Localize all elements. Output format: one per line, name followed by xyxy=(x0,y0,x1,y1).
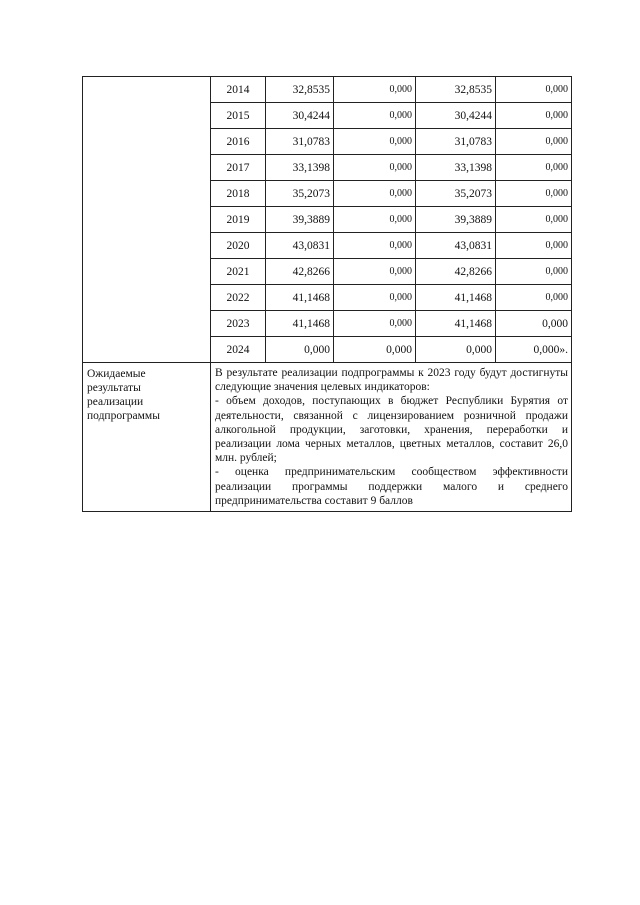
value-cell: 0,000 xyxy=(496,285,572,311)
budget-table-body xyxy=(83,77,572,512)
value-cell: 43,0831 xyxy=(416,233,496,259)
year-cell: 2024 xyxy=(211,337,266,363)
value-cell: 0,000 xyxy=(334,181,416,207)
value-cell: 32,8535 xyxy=(416,77,496,103)
year-cell: 2018 xyxy=(211,181,266,207)
value-cell: 0,000 xyxy=(334,337,416,363)
results-text xyxy=(211,363,572,512)
value-cell: 33,1398 xyxy=(266,155,334,181)
results-row xyxy=(83,363,572,512)
year-cell: 2023 xyxy=(211,311,266,337)
value-cell: 33,1398 xyxy=(416,155,496,181)
merged-blank-cell xyxy=(83,77,211,363)
value-cell: 41,1468 xyxy=(416,311,496,337)
year-cell: 2016 xyxy=(211,129,266,155)
value-cell: 42,8266 xyxy=(266,259,334,285)
value-cell: 0,000 xyxy=(334,155,416,181)
results-item-revenue: - объем доходов, поступающих в бюджет Республики Бурятия от деятельности, связанной с лицензированием розничной продажи алкогольной продукции, заготовки, хранения, переработки и реализации лома черных металлов, цветных металлов, составит 26,0 млн. рублей; xyxy=(215,395,568,465)
value-cell: 35,2073 xyxy=(416,181,496,207)
value-cell: 42,8266 xyxy=(416,259,496,285)
value-cell: 0,000 xyxy=(496,155,572,181)
value-cell: 0,000 xyxy=(416,337,496,363)
value-cell: 0,000 xyxy=(496,259,572,285)
value-cell: 41,1468 xyxy=(266,311,334,337)
value-cell: 30,4244 xyxy=(266,103,334,129)
value-cell: 0,000 xyxy=(496,311,572,337)
value-cell: 0,000 xyxy=(496,181,572,207)
value-cell: 0,000 xyxy=(334,129,416,155)
value-cell: 41,1468 xyxy=(266,285,334,311)
year-cell: 2017 xyxy=(211,155,266,181)
value-cell: 0,000 xyxy=(266,337,334,363)
value-cell: 39,3889 xyxy=(416,207,496,233)
results-intro: В результате реализации подпрограммы к 2023 году будут достигнуты следующие значения целевых индикаторов: xyxy=(215,367,568,394)
year-cell: 2022 xyxy=(211,285,266,311)
value-cell: 0,000 xyxy=(496,207,572,233)
value-cell: 41,1468 xyxy=(416,285,496,311)
value-cell: 43,0831 xyxy=(266,233,334,259)
value-cell: 0,000 xyxy=(496,233,572,259)
value-cell: 0,000 xyxy=(334,285,416,311)
value-cell: 0,000 xyxy=(334,77,416,103)
year-cell: 2014 xyxy=(211,77,266,103)
results-item-assessment: - оценка предпринимательским сообществом эффективности реализации программы поддержки малого и среднего предпринимательства составит 9 баллов xyxy=(215,466,568,507)
value-cell: 0,000 xyxy=(496,103,572,129)
value-cell: 32,8535 xyxy=(266,77,334,103)
results-label xyxy=(83,363,211,512)
year-cell: 2020 xyxy=(211,233,266,259)
value-cell: 0,000 xyxy=(496,129,572,155)
value-cell: 35,2073 xyxy=(266,181,334,207)
value-cell: 31,0783 xyxy=(266,129,334,155)
value-cell: 0,000 xyxy=(334,259,416,285)
results-label-text: Ожидаемые результаты реализации подпрограммы xyxy=(87,368,160,422)
table-row xyxy=(83,77,572,103)
year-cell: 2019 xyxy=(211,207,266,233)
value-cell: 0,000 xyxy=(496,77,572,103)
value-cell: 39,3889 xyxy=(266,207,334,233)
value-cell: 0,000». xyxy=(496,337,572,363)
value-cell: 0,000 xyxy=(334,207,416,233)
value-cell: 0,000 xyxy=(334,103,416,129)
value-cell: 0,000 xyxy=(334,233,416,259)
value-cell: 31,0783 xyxy=(416,129,496,155)
value-cell: 0,000 xyxy=(334,311,416,337)
value-cell: 30,4244 xyxy=(416,103,496,129)
year-cell: 2021 xyxy=(211,259,266,285)
budget-table xyxy=(82,76,572,512)
year-cell: 2015 xyxy=(211,103,266,129)
